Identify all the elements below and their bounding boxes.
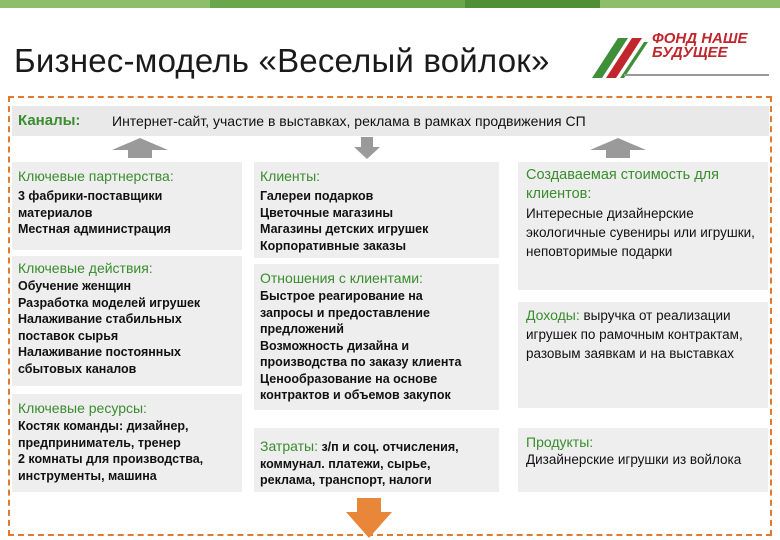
relations-line: производства по заказу клиента <box>260 355 462 369</box>
partners-line: Местная администрация <box>18 222 171 236</box>
channels-label: Каналы: <box>18 112 81 129</box>
products-text: Дизайнерские игрушки из войлока <box>526 452 742 467</box>
relations-line: Возможность дизайна и <box>260 338 410 353</box>
revenue-box <box>518 302 768 408</box>
relations-line: предложений <box>260 322 344 336</box>
arrow-down-icon <box>346 498 392 538</box>
clients-heading: Клиенты: <box>260 168 321 184</box>
relations-heading: Отношения с клиентами: <box>260 270 423 286</box>
revenue-heading: Доходы: <box>526 307 580 323</box>
costs-line: реклама, транспорт, налоги <box>260 473 432 487</box>
arrow-down-icon <box>354 137 380 159</box>
resources-box <box>12 394 242 492</box>
value-heading: Создаваемая стоимость для клиентов: <box>526 167 719 202</box>
revenue-text: выручка от реализации игрушек по рамочным контрактам, разовым заявкам и на выставках <box>526 308 743 361</box>
relations-line: запросы и предоставление <box>260 305 430 320</box>
value-box <box>518 162 768 290</box>
clients-line: Цветочные магазины <box>260 205 394 220</box>
relations-line: Быстрое реагирование на <box>260 289 423 303</box>
activities-box <box>12 256 242 386</box>
costs-box <box>254 428 499 492</box>
partners-line: 3 фабрики-поставщики <box>18 189 163 203</box>
partners-line: материалов <box>18 205 93 220</box>
clients-line: Магазины детских игрушек <box>260 222 429 236</box>
activities-line: Налаживание стабильных <box>18 312 182 326</box>
products-box <box>518 428 768 492</box>
fund-logo <box>588 32 773 82</box>
clients-line: Галереи подарков <box>260 189 374 203</box>
activities-line: Обучение женщин <box>18 279 132 293</box>
channels-bar <box>12 106 769 136</box>
activities-line: поставок сырья <box>18 328 119 343</box>
partners-heading: Ключевые партнерства: <box>18 168 174 184</box>
activities-line: Налаживание постоянных <box>18 345 181 359</box>
resources-line: 2 комнаты для производства, <box>18 452 204 466</box>
activities-line: Разработка моделей игрушек <box>18 295 201 310</box>
top-decor-bar <box>0 0 780 22</box>
clients-line: Корпоративные заказы <box>260 238 407 253</box>
resources-line: предприниматель, тренер <box>18 435 181 450</box>
arrow-up-icon <box>112 138 168 150</box>
clients-box <box>254 162 499 258</box>
arrow-up-icon <box>590 138 646 150</box>
partners-box <box>12 162 242 250</box>
costs-heading: Затраты: <box>260 438 318 454</box>
resources-line: инструменты, машина <box>18 468 157 483</box>
activities-line: сбытовых каналов <box>18 361 137 376</box>
products-heading: Продукты: <box>526 434 594 450</box>
logo-text: ФОНД НАШЕ БУДУЩЕЕ <box>652 30 748 61</box>
relations-box <box>254 264 499 410</box>
resources-heading: Ключевые ресурсы: <box>18 400 147 416</box>
activities-heading: Ключевые действия: <box>18 260 153 276</box>
channels-text: Интернет-сайт, участие в выставках, реклама в рамках продвижения СП <box>112 113 586 129</box>
costs-line: з/п и соц. отчисления, <box>321 440 459 454</box>
value-text: Интересные дизайнерские экологичные сувениры или игрушки, неповторимые подарки <box>526 206 755 259</box>
page-title: Бизнес-модель «Веселый войлок» <box>14 42 550 79</box>
costs-line: коммунал. платежи, сырье, <box>260 456 431 471</box>
relations-line: контрактов и объемов закупок <box>260 388 451 402</box>
resources-line: Костяк команды: дизайнер, <box>18 419 189 433</box>
relations-line: Ценообразование на основе <box>260 371 438 386</box>
